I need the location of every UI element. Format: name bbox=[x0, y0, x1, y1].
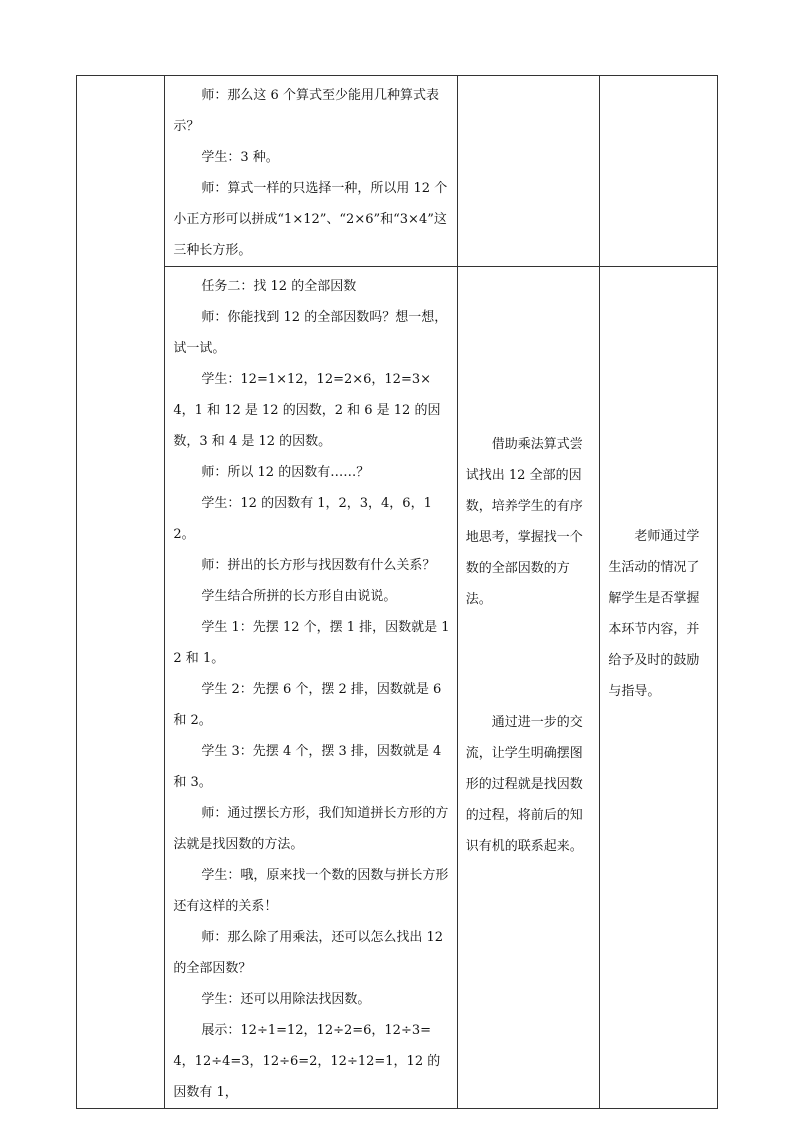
dialogue-line: 师：所以 12 的因数有……？ bbox=[201, 465, 370, 480]
dialogue-line: 学生：哦，原来找一个数的因数与拼长方形还有这样的关系！ bbox=[173, 868, 449, 914]
dialogue-line: 师：那么除了用乘法，还可以怎么找出 12 的全部因数？ bbox=[173, 930, 444, 976]
task-heading: 任务二：找 12 的全部因数 bbox=[201, 279, 357, 294]
design-intent-cell bbox=[457, 267, 600, 1109]
dialogue-line: 学生 3：先摆 4 个，摆 3 排，因数就是 4 和 3。 bbox=[173, 744, 442, 790]
design-intent-cell bbox=[457, 76, 600, 267]
dialogue-line: 师：算式一样的只选择一种，所以用 12 个小正方形可以拼成“1×12”、“2×6”和“3×4”这三种长方形。 bbox=[173, 181, 448, 258]
evaluation-cell bbox=[600, 267, 718, 1109]
stage-cell bbox=[77, 76, 165, 1109]
table-row bbox=[77, 267, 718, 1109]
activity-cell bbox=[165, 76, 457, 267]
dialogue-line: 师：那么这 6 个算式至少能用几种算式表示？ bbox=[173, 88, 439, 134]
lesson-table bbox=[76, 75, 718, 1109]
table-row bbox=[77, 76, 718, 267]
dialogue-line: 展示：12÷1=12，12÷2=6，12÷3=4，12÷4=3，12÷6=2，12÷12=1，12 的因数有 1， bbox=[173, 1023, 441, 1100]
design-note: 通过进一步的交流，让学生明确摆图形的过程就是找因数的过程，将前后的知识有机的联系起来。 bbox=[465, 715, 583, 854]
activity-cell bbox=[165, 267, 457, 1109]
evaluation-note: 老师通过学生活动的情况了解学生是否掌握本环节内容，并给予及时的鼓励与指导。 bbox=[608, 529, 700, 699]
dialogue-line: 学生 1：先摆 12 个，摆 1 排，因数就是 12 和 1。 bbox=[173, 620, 450, 666]
dialogue-line: 师：通过摆长方形，我们知道拼长方形的方法就是找因数的方法。 bbox=[173, 806, 449, 852]
dialogue-line: 学生：12=1×12，12=2×6，12=3×4，1 和 12 是 12 的因数，2 和 6 是 12 的因数，3 和 4 是 12 的因数。 bbox=[173, 372, 441, 449]
dialogue-line: 学生：还可以用除法找因数。 bbox=[201, 992, 371, 1007]
dialogue-line: 学生结合所拼的长方形自由说说。 bbox=[201, 589, 397, 604]
design-note: 借助乘法算式尝试找出 12 全部的因数，培养学生的有序地思考，掌握找一个数的全部因数的方法。 bbox=[465, 437, 583, 607]
dialogue-line: 师：你能找到 12 的全部因数吗？想一想，试一试。 bbox=[173, 310, 448, 356]
dialogue-line: 学生 2：先摆 6 个，摆 2 排，因数就是 6 和 2。 bbox=[173, 682, 442, 728]
dialogue-line: 师：拼出的长方形与找因数有什么关系？ bbox=[201, 558, 436, 573]
evaluation-cell bbox=[600, 76, 718, 267]
dialogue-line: 学生：3 种。 bbox=[201, 150, 279, 165]
dialogue-line: 学生：12 的因数有 1，2，3，4，6，12。 bbox=[173, 496, 432, 542]
